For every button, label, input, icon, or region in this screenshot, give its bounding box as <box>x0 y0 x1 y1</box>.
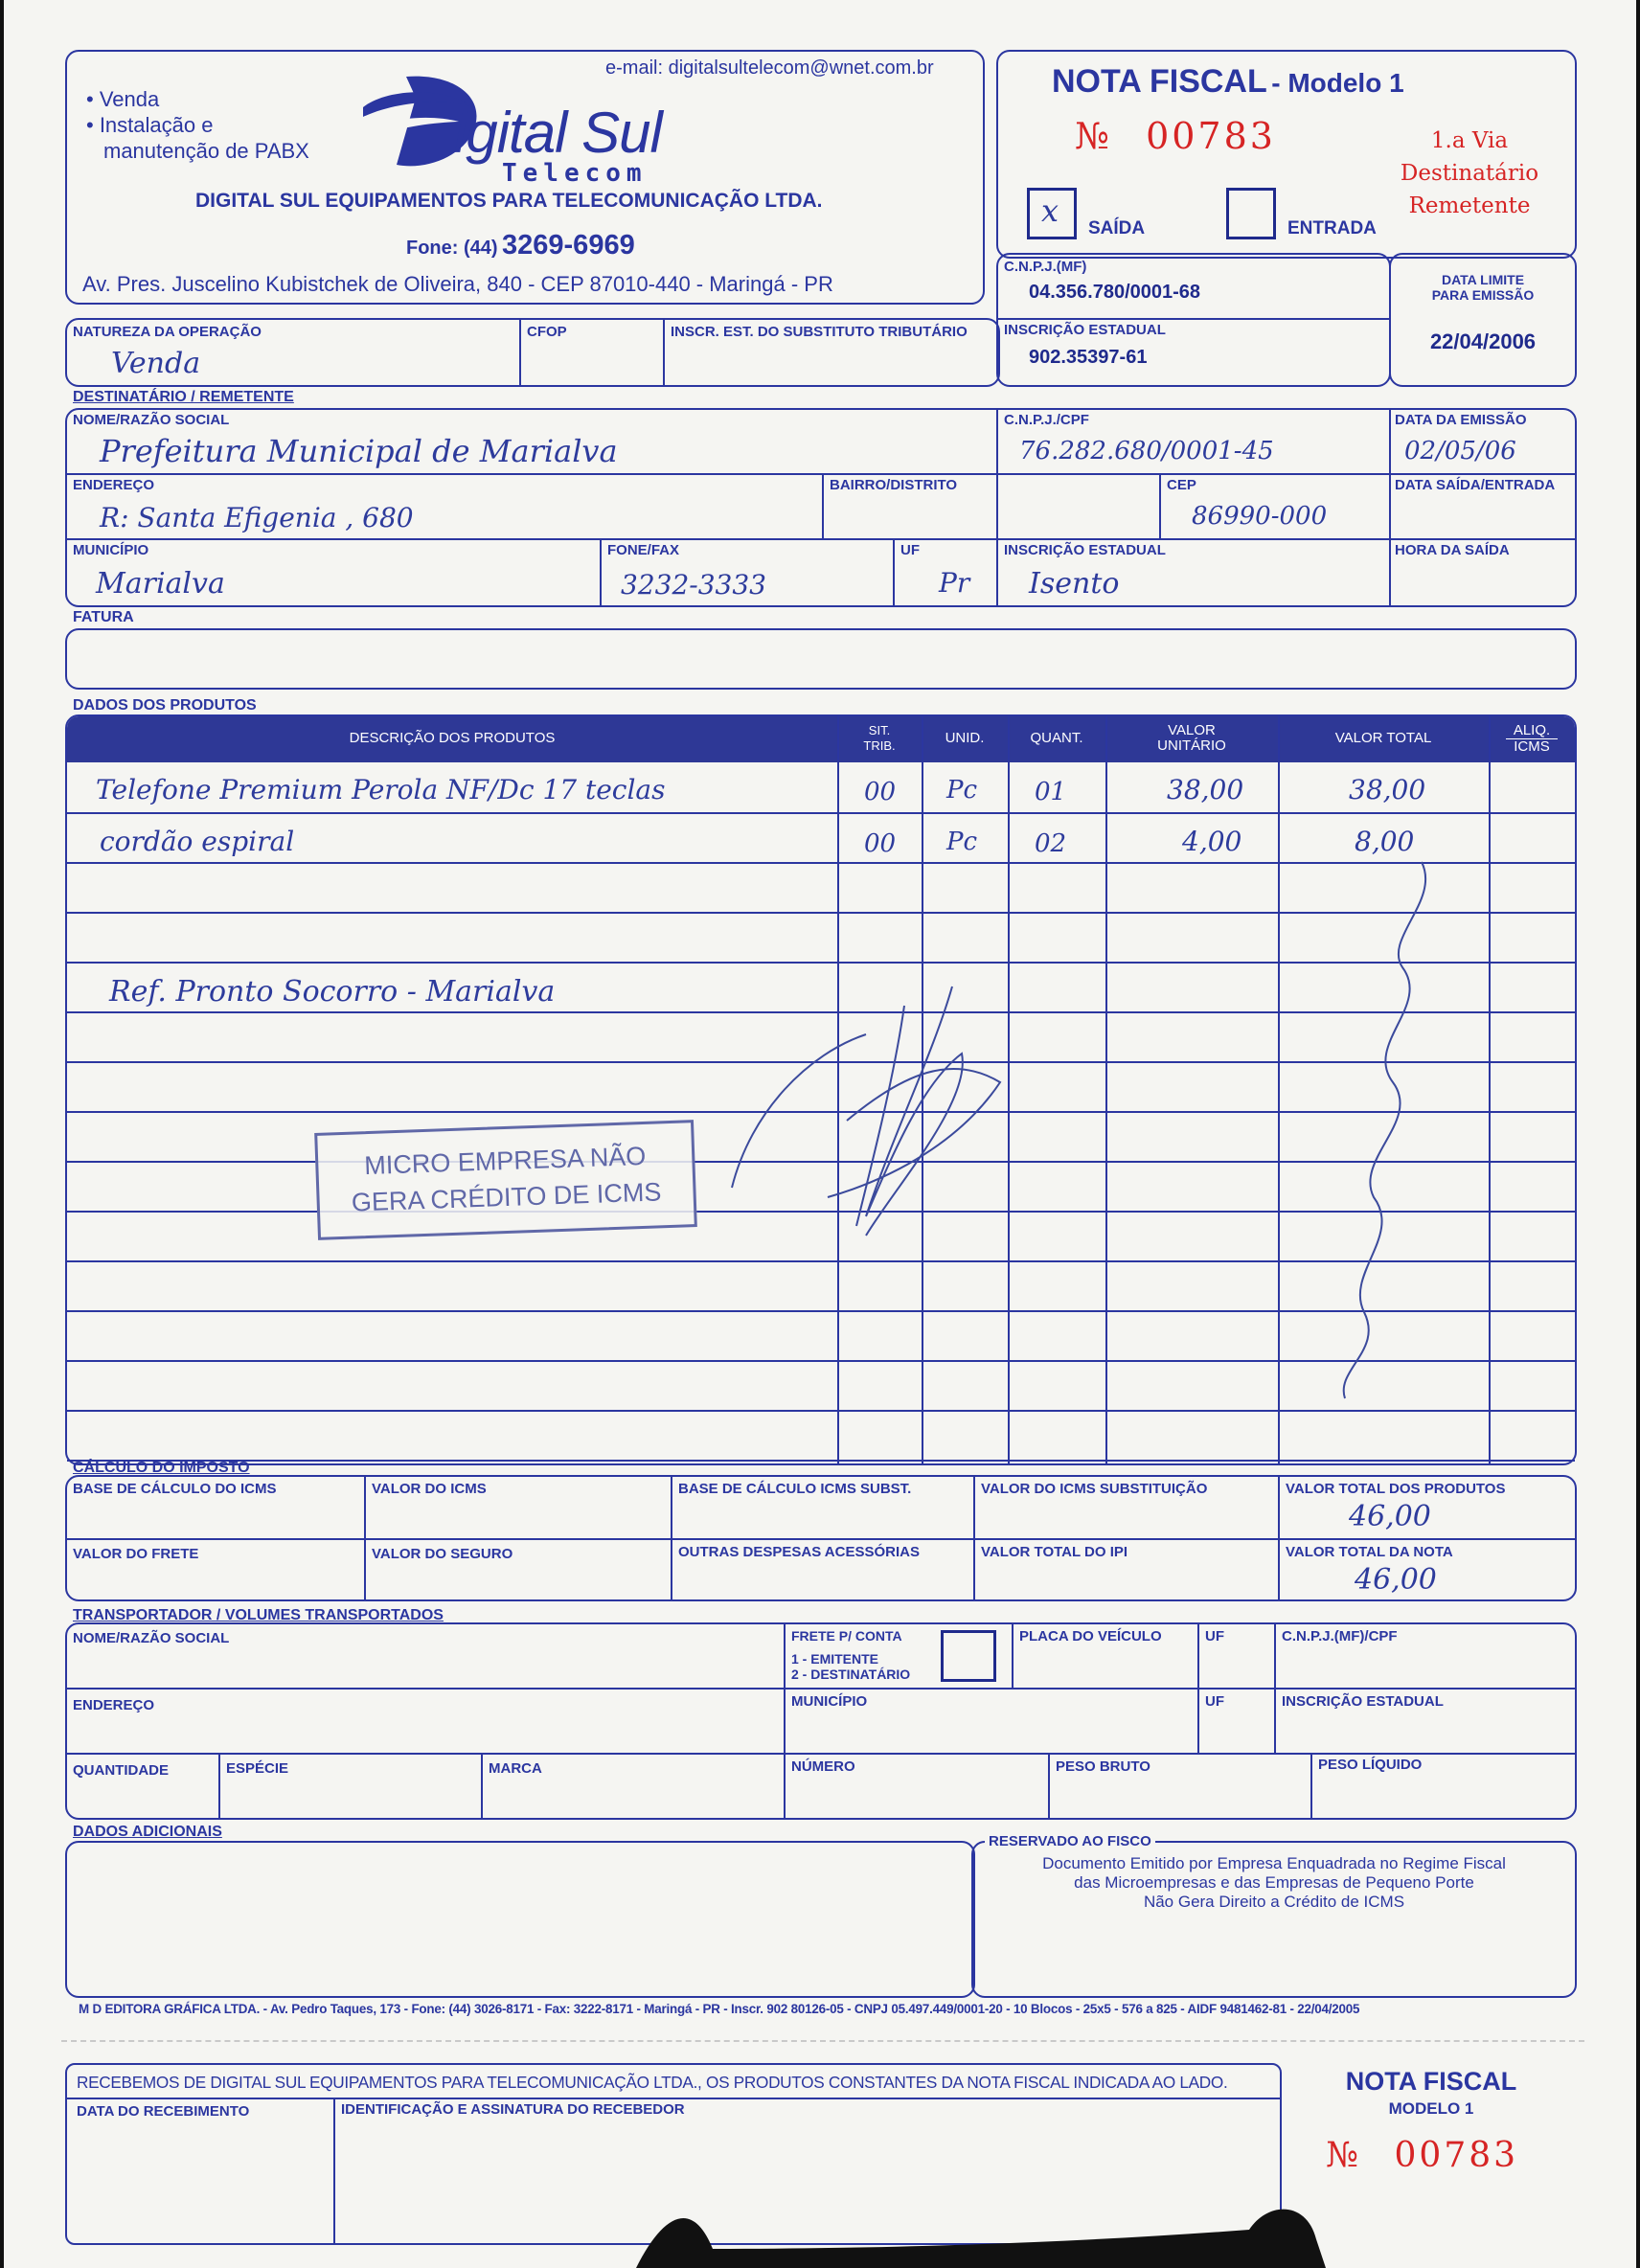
natureza-value: Venda <box>111 347 201 380</box>
produtos-section: DADOS DOS PRODUTOS <box>73 697 257 714</box>
th-aliq-1: ALIQ. <box>1513 721 1551 738</box>
imposto-section: CÁLCULO DO IMPOSTO <box>73 1460 250 1476</box>
produtos-row-line <box>67 912 1575 914</box>
transp-municipio-label: MUNICÍPIO <box>791 1693 868 1710</box>
produtos-col-line <box>1105 716 1107 1463</box>
saida-mark: x <box>1041 193 1059 229</box>
item-1-quant: 01 <box>1035 778 1067 806</box>
produtos-col-line <box>922 716 923 1463</box>
natureza-label: NATUREZA DA OPERAÇÃO <box>73 324 262 340</box>
valor-icms-label: VALOR DO ICMS <box>372 1481 487 1497</box>
fatura-section: FATURA <box>73 609 134 625</box>
data-saida-label: DATA SAÍDA/ENTRADA <box>1395 477 1556 493</box>
nf-number <box>1075 115 1276 157</box>
phone-number: 3269-6969 <box>502 230 635 261</box>
th-sit-2: TRIB. <box>863 738 896 753</box>
dest-bairro-label: BAIRRO/DISTRITO <box>830 477 958 493</box>
entrada-checkbox[interactable] <box>1226 188 1276 239</box>
company-name: DIGITAL SUL EQUIPAMENTOS PARA TELECOMUNICAÇÃO LTDA. <box>195 190 823 212</box>
stamp-line-1: MICRO EMPRESA NÃO <box>363 1141 647 1181</box>
produtos-row-line <box>67 1211 1575 1213</box>
frete-conta-checkbox[interactable] <box>941 1630 996 1682</box>
receipt-nf-number <box>1326 2136 1518 2175</box>
item-2-unid: Pc <box>946 828 978 856</box>
item-2-quant: 02 <box>1035 829 1067 858</box>
th-quant: QUANT. <box>1030 730 1083 746</box>
dest-endereco-label: ENDEREÇO <box>73 477 155 493</box>
nota-fiscal-page <box>4 0 1636 2268</box>
produtos-row-line <box>67 962 1575 964</box>
transp-cnpj-label: C.N.P.J.(MF)/CPF <box>1282 1628 1398 1644</box>
th-unid: UNID. <box>945 730 985 746</box>
total-produtos-label: VALOR TOTAL DOS PRODUTOS <box>1286 1481 1506 1497</box>
nf-title-text: NOTA FISCAL <box>1052 63 1267 100</box>
fatura-box <box>65 628 1577 690</box>
nf-via <box>1383 125 1556 222</box>
fisco-text-2: das Microempresas e das Empresas de Pequeno Porte <box>1074 1873 1474 1892</box>
reservado-fisco-label: RESERVADO AO FISCO <box>985 1833 1155 1849</box>
data-emissao-label: DATA DA EMISSÃO <box>1395 412 1527 428</box>
data-limite-label-1: DATA LIMITE <box>1441 272 1525 287</box>
th-vunit-2: UNITÁRIO <box>1157 737 1226 754</box>
produtos-row-line <box>67 862 1575 864</box>
saida-label: SAÍDA <box>1088 218 1146 238</box>
item-2-vtotal: 8,00 <box>1355 826 1415 857</box>
logo-name: igital Sul <box>454 101 662 165</box>
peso-bruto-label: PESO BRUTO <box>1056 1758 1150 1775</box>
item-1-vunit: 38,00 <box>1167 774 1244 805</box>
frete-label: VALOR DO FRETE <box>73 1546 199 1562</box>
dest-nome-label: NOME/RAZÃO SOCIAL <box>73 412 230 428</box>
seguro-label: VALOR DO SEGURO <box>372 1546 513 1562</box>
item-2-vunit: 4,00 <box>1182 826 1242 857</box>
total-nota-value: 46,00 <box>1355 1563 1437 1597</box>
item-1-sit: 00 <box>864 778 897 806</box>
data-recebimento-label: DATA DO RECEBIMENTO <box>77 2103 250 2120</box>
dest-municipio-label: MUNICÍPIO <box>73 542 149 558</box>
total-nota-label: VALOR TOTAL DA NOTA <box>1286 1544 1453 1560</box>
placa-label: PLACA DO VEÍCULO <box>1019 1628 1162 1644</box>
valor-subst-label: VALOR DO ICMS SUBSTITUIÇÃO <box>981 1481 1208 1497</box>
dest-municipio-value: Marialva <box>96 567 225 601</box>
marca-label: MARCA <box>489 1760 542 1777</box>
services-list <box>86 86 309 164</box>
torn-bottom-edge <box>4 2191 1636 2268</box>
item-1-unid: Pc <box>946 776 978 805</box>
item-2-sit: 00 <box>864 829 897 858</box>
destinatario-section: DESTINATÁRIO / REMETENTE <box>73 389 294 405</box>
dest-endereco-value: R: Santa Efigenia , 680 <box>100 502 414 533</box>
base-subst-label: BASE DE CÁLCULO ICMS SUBST. <box>678 1481 912 1497</box>
adicionais-box <box>65 1841 975 1998</box>
dest-uf-label: UF <box>900 542 920 558</box>
dest-nome-value: Prefeitura Municipal de Marialva <box>100 433 618 469</box>
produtos-row-line <box>67 1260 1575 1262</box>
ipi-label: VALOR TOTAL DO IPI <box>981 1544 1128 1560</box>
produtos-row-line <box>67 1460 1575 1462</box>
transportador-section: TRANSPORTADOR / VOLUMES TRANSPORTADOS <box>73 1607 444 1623</box>
fisco-text-3: Não Gera Direito a Crédito de ICMS <box>1143 1893 1405 1911</box>
receipt-nf-symbol: № <box>1326 2136 1359 2175</box>
peso-liquido-label: PESO LÍQUIDO <box>1318 1757 1423 1773</box>
produtos-col-line <box>1489 716 1491 1463</box>
logo-subtitle: Telecom <box>502 159 648 188</box>
dest-cep-value: 86990-000 <box>1192 502 1328 531</box>
phone-prefix: Fone: (44) <box>406 238 498 259</box>
transp-uf-label: UF <box>1205 1628 1224 1644</box>
transp-nome-label: NOME/RAZÃO SOCIAL <box>73 1630 230 1646</box>
stamp-line-2: GERA CRÉDITO DE ICMS <box>351 1177 662 1217</box>
nf-number-value: 00783 <box>1146 115 1276 157</box>
hora-saida-label: HORA DA SAÍDA <box>1395 542 1510 558</box>
dest-cep-label: CEP <box>1167 477 1196 493</box>
quantidade-label: QUANTIDADE <box>73 1762 169 1779</box>
produtos-row-line <box>67 1161 1575 1163</box>
nf-ie-label: INSCRIÇÃO ESTADUAL <box>1004 322 1166 338</box>
receipt-nf-title: NOTA FISCAL <box>1345 2067 1517 2096</box>
total-produtos-value: 46,00 <box>1349 1500 1431 1533</box>
produtos-col-line <box>1008 716 1010 1463</box>
transp-ie-label: INSCRIÇÃO ESTADUAL <box>1282 1693 1444 1710</box>
saida-checkbox[interactable] <box>1027 188 1077 239</box>
produtos-col-line <box>837 716 839 1463</box>
receipt-nf-number-value: 00783 <box>1394 2136 1519 2175</box>
numero-label: NÚMERO <box>791 1758 855 1775</box>
produtos-row-line <box>67 1061 1575 1063</box>
recebemos-text: RECEBEMOS DE DIGITAL SUL EQUIPAMENTOS PARA TELECOMUNICAÇÃO LTDA., OS PRODUTOS CONSTANTES DA NOTA FISCAL INDICADA AO LADO. <box>77 2073 1228 2092</box>
produtos-row-line <box>67 1011 1575 1013</box>
fisco-text-1: Documento Emitido por Empresa Enquadrada no Regime Fiscal <box>1042 1854 1506 1872</box>
nf-via-line2: Destinatário <box>1400 161 1539 186</box>
identificacao-label: IDENTIFICAÇÃO E ASSINATURA DO RECEBEDOR <box>341 2101 685 2118</box>
nf-cnpj-label: C.N.P.J.(MF) <box>1004 259 1087 275</box>
item-1-vtotal: 38,00 <box>1349 774 1426 805</box>
data-limite-label-2: PARA EMISSÃO <box>1431 287 1535 303</box>
service-manutencao: manutenção de PABX <box>103 139 309 163</box>
micro-empresa-stamp <box>314 1120 697 1240</box>
data-limite-value: 22/04/2006 <box>1429 329 1537 353</box>
nf-model-text: - Modelo 1 <box>1271 68 1404 98</box>
data-limite-label <box>1389 272 1577 303</box>
dest-cnpj-value: 76.282.680/0001-45 <box>1019 437 1274 465</box>
fisco-text <box>971 1854 1577 1912</box>
th-vtotal: VALOR TOTAL <box>1334 730 1432 746</box>
receipt-nf-model: MODELO 1 <box>1388 2099 1474 2118</box>
nf-ie-value: 902.35397-61 <box>1029 347 1148 368</box>
dest-fone-label: FONE/FAX <box>607 542 680 558</box>
outras-label: OUTRAS DESPESAS ACESSÓRIAS <box>678 1544 920 1560</box>
perforation-line <box>61 2040 1584 2042</box>
adicionais-section: DADOS ADICIONAIS <box>73 1824 222 1840</box>
nf-number-symbol: № <box>1075 115 1109 157</box>
produtos-row-line <box>67 812 1575 814</box>
th-sit-1: SIT. <box>868 723 891 737</box>
nf-title <box>1052 63 1404 101</box>
dest-ie-value: Isento <box>1029 567 1120 601</box>
frete-conta-2: 2 - DESTINATÁRIO <box>791 1667 911 1682</box>
cfop-label: CFOP <box>527 324 567 340</box>
th-sit <box>837 716 922 760</box>
frete-conta <box>791 1628 910 1682</box>
transp-uf2-label: UF <box>1205 1693 1224 1710</box>
th-aliq-2: ICMS <box>1506 738 1558 755</box>
produtos-row-line <box>67 1360 1575 1362</box>
subst-label: INSCR. EST. DO SUBSTITUTO TRIBUTÁRIO <box>671 324 968 340</box>
data-emissao-value: 02/05/06 <box>1404 437 1516 465</box>
nf-via-line3: Remetente <box>1408 193 1531 218</box>
entrada-label: ENTRADA <box>1287 218 1377 238</box>
item-1-descricao: Telefone Premium Perola NF/Dc 17 teclas <box>96 774 666 805</box>
th-vunit <box>1105 716 1278 760</box>
transp-endereco-label: ENDEREÇO <box>73 1697 155 1713</box>
service-venda: • Venda <box>86 87 160 111</box>
th-vunit-1: VALOR <box>1168 722 1216 738</box>
reference-note: Ref. Pronto Socorro - Marialva <box>109 975 556 1009</box>
dest-uf-value: Pr <box>939 567 970 599</box>
dest-fone-value: 3232-3333 <box>621 569 766 601</box>
nf-via-line1: 1.a Via <box>1430 128 1509 153</box>
item-2-descricao: cordão espiral <box>100 826 295 857</box>
th-aliq <box>1489 716 1575 760</box>
dest-ie-label: INSCRIÇÃO ESTADUAL <box>1004 542 1166 558</box>
th-descricao: DESCRIÇÃO DOS PRODUTOS <box>349 730 556 746</box>
company-email: e-mail: digitalsultelecom@wnet.com.br <box>605 57 934 79</box>
produtos-row-line <box>67 1410 1575 1412</box>
produtos-row-line <box>67 1310 1575 1312</box>
printer-info: M D EDITORA GRÁFICA LTDA. - Av. Pedro Taques, 173 - Fone: (44) 3026-8171 - Fax: 3222-8171 - Maringá - PR - Inscr. 902 80126-05 - CNPJ 05.497.449/0001-20 - 10 Blocos - 25x5 - 576 a 825 - AIDF 9481462-81 - 22/04/2005 <box>79 2002 1360 2016</box>
service-instalacao: • Instalação e <box>86 113 214 137</box>
dest-cnpj-label: C.N.P.J./CPF <box>1004 412 1089 428</box>
base-icms-label: BASE DE CÁLCULO DO ICMS <box>73 1481 277 1497</box>
frete-conta-label: FRETE P/ CONTA <box>791 1628 902 1644</box>
company-address: Av. Pres. Juscelino Kubistchek de Oliveira, 840 - CEP 87010-440 - Maringá - PR <box>82 272 833 296</box>
company-phone <box>406 230 635 261</box>
produtos-col-line <box>1278 716 1280 1463</box>
nf-cnpj-value: 04.356.780/0001-68 <box>1029 282 1201 303</box>
especie-label: ESPÉCIE <box>226 1760 289 1777</box>
produtos-row-line <box>67 1111 1575 1113</box>
frete-conta-1: 1 - EMITENTE <box>791 1651 879 1667</box>
